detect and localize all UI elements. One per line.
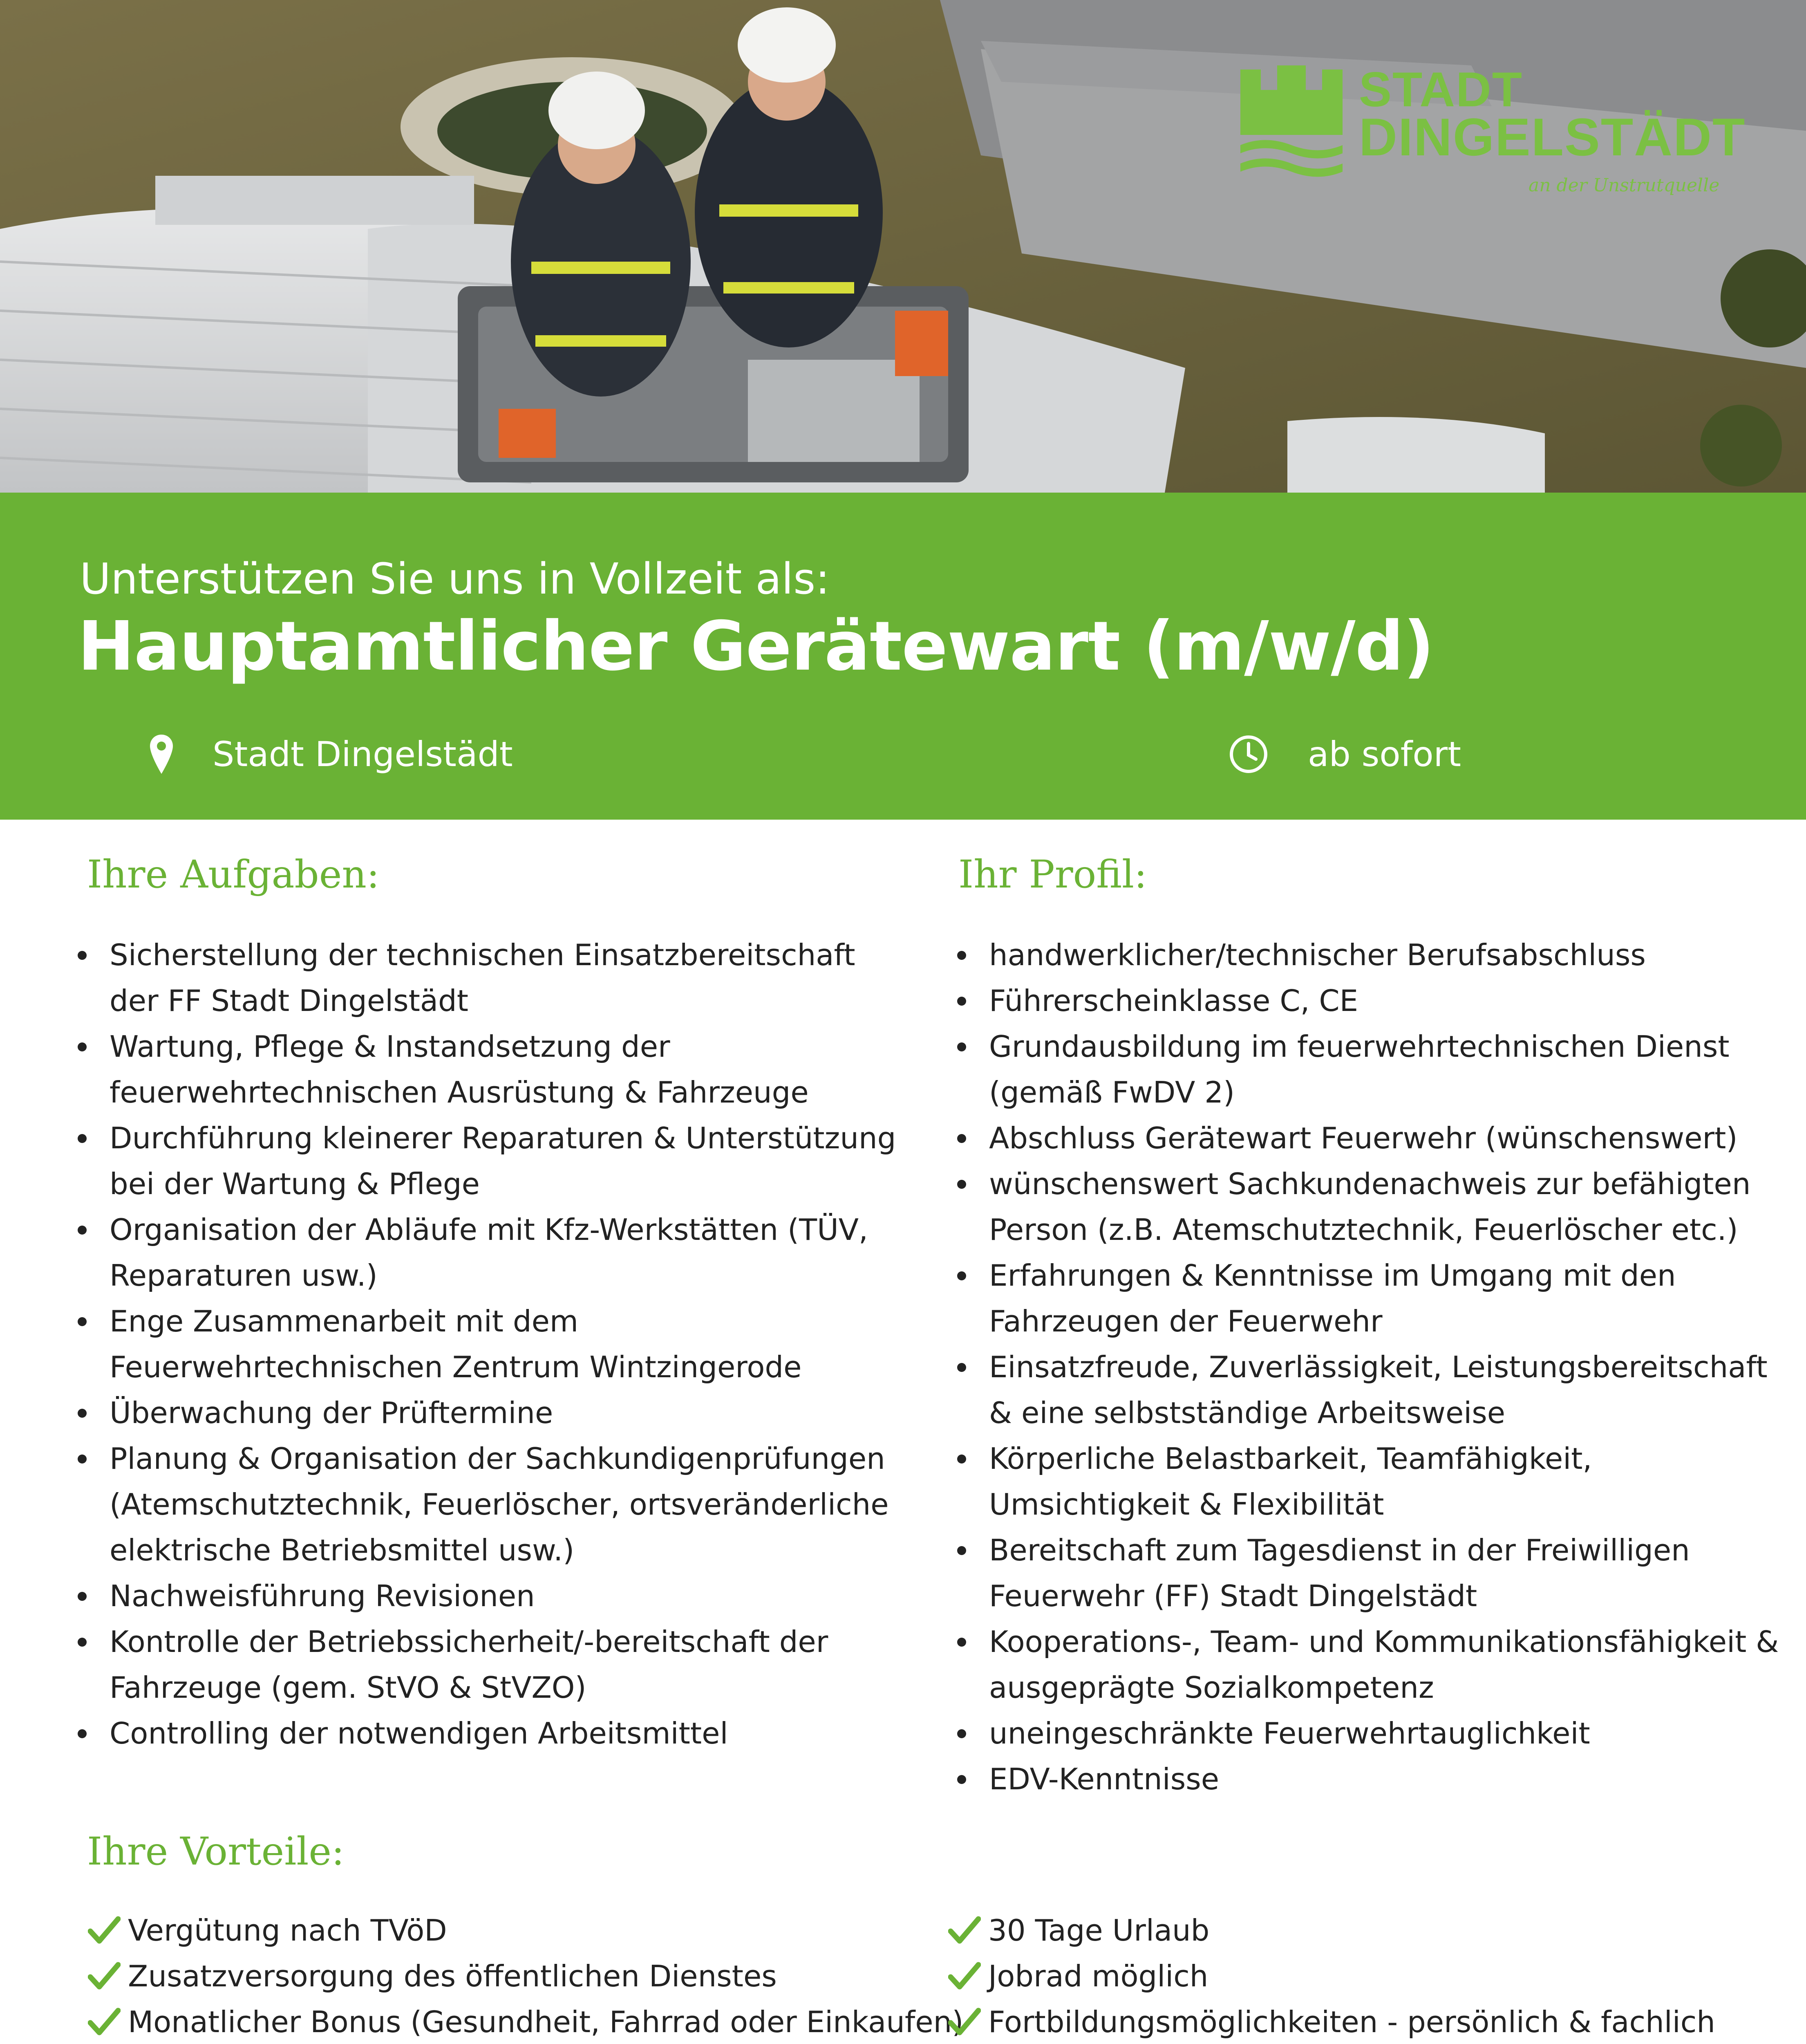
list-item: Erfahrungen & Kenntnisse im Umgang mit den Fahrzeugen der Feuerwehr xyxy=(952,1253,1790,1344)
benefit-label: Monatlicher Bonus (Gesundheit, Fahrrad oder Einkaufen) xyxy=(128,2005,964,2039)
benefit-item xyxy=(948,1999,1715,2044)
header-band xyxy=(0,493,1806,820)
logo-tagline: an der Unstrutquelle xyxy=(1528,175,1720,196)
list-item: Organisation der Abläufe mit Kfz-Werkstätten (TÜV, Reparaturen usw.) xyxy=(73,1207,911,1298)
city-logo xyxy=(1236,61,1746,208)
header-subtitle: Unterstützen Sie uns in Vollzeit als: xyxy=(80,554,830,604)
benefit-label: Zusatzversorgung des öffentlichen Dienstes xyxy=(128,1959,777,1993)
list-item: Nachweisführung Revisionen xyxy=(73,1573,911,1619)
list-item: Überwachung der Prüftermine xyxy=(73,1390,911,1436)
list-item: Kontrolle der Betriebssicherheit/-bereitschaft der Fahrzeuge (gem. StVO & StVZO) xyxy=(73,1619,911,1710)
list-item: Wartung, Pflege & Instandsetzung der feuerwehrtechnischen Ausrüstung & Fahrzeuge xyxy=(73,1024,911,1115)
list-item: handwerklicher/technischer Berufsabschluss xyxy=(952,932,1790,978)
benefit-label: Jobrad möglich xyxy=(988,1959,1208,1993)
checkmark-icon xyxy=(88,2007,121,2037)
list-item: Bereitschaft zum Tagesdienst in der Freiwilligen Feuerwehr (FF) Stadt Dingelstädt xyxy=(952,1527,1790,1619)
clock-icon xyxy=(1228,734,1269,775)
checkmark-icon xyxy=(948,2007,981,2037)
job-start xyxy=(1228,732,1461,777)
list-item: EDV-Kenntnisse xyxy=(952,1756,1790,1802)
benefits-right-column xyxy=(948,1907,1715,2044)
benefit-item xyxy=(948,1907,1715,1953)
list-item: Controlling der notwendigen Arbeitsmittel xyxy=(73,1710,911,1756)
list-item: Körperliche Belastbarkeit, Teamfähigkeit, Umsichtigkeit & Flexibilität xyxy=(952,1436,1790,1527)
job-location xyxy=(149,732,513,777)
tasks-heading: Ihre Aufgaben: xyxy=(87,852,380,897)
benefit-item xyxy=(88,1999,963,2044)
hero-photo xyxy=(0,0,1806,493)
benefit-item xyxy=(88,1907,963,1953)
profile-list xyxy=(952,932,1790,1802)
list-item: Kooperations-, Team- und Kommunikationsfähigkeit & ausgeprägte Sozialkompetenz xyxy=(952,1619,1790,1710)
checkmark-icon xyxy=(948,1961,981,1991)
list-item: Einsatzfreude, Zuverlässigkeit, Leistungsbereitschaft & eine selbstständige Arbeitsweise xyxy=(952,1344,1790,1436)
job-location-label: Stadt Dingelstädt xyxy=(213,734,513,774)
list-item: uneingeschränkte Feuerwehrtauglichkeit xyxy=(952,1710,1790,1756)
checkmark-icon xyxy=(948,1916,981,1945)
profile-heading: Ihr Profil: xyxy=(958,852,1147,897)
list-item: Grundausbildung im feuerwehrtechnischen Dienst (gemäß FwDV 2) xyxy=(952,1024,1790,1115)
benefit-item xyxy=(948,1953,1715,1999)
list-item: wünschenswert Sachkundenachweis zur befähigten Person (z.B. Atemschutztechnik, Feuerlöscher etc.) xyxy=(952,1161,1790,1253)
logo-line-1: STADT xyxy=(1359,62,1523,117)
list-item: Enge Zusammenarbeit mit dem Feuerwehrtechnischen Zentrum Wintzingerode xyxy=(73,1298,911,1390)
castle-crown-icon xyxy=(1236,61,1347,184)
list-item: Sicherstellung der technischen Einsatzbereitschaft der FF Stadt Dingelstädt xyxy=(73,932,911,1024)
benefit-label: Fortbildungsmöglichkeiten - persönlich & fachlich xyxy=(988,2005,1715,2039)
list-item: Planung & Organisation der Sachkundigenprüfungen (Atemschutztechnik, Feuerlöscher, ortsveränderliche elektrische Betriebsmittel usw.) xyxy=(73,1436,911,1573)
logo-line-2: DINGELSTÄDT xyxy=(1359,107,1746,167)
list-item: Durchführung kleinerer Reparaturen & Unterstützung bei der Wartung & Pflege xyxy=(73,1115,911,1207)
job-title: Hauptamtlicher Gerätewart (m/w/d) xyxy=(78,607,1434,686)
map-pin-icon xyxy=(149,734,174,775)
list-item: Abschluss Gerätewart Feuerwehr (wünschenswert) xyxy=(952,1115,1790,1161)
list-item: Führerscheinklasse C, CE xyxy=(952,978,1790,1024)
benefit-item xyxy=(88,1953,963,1999)
benefit-label: Vergütung nach TVöD xyxy=(128,1913,447,1948)
benefit-label: 30 Tage Urlaub xyxy=(988,1913,1210,1948)
checkmark-icon xyxy=(88,1961,121,1991)
job-start-label: ab sofort xyxy=(1308,734,1461,774)
checkmark-icon xyxy=(88,1916,121,1945)
benefits-left-column xyxy=(88,1907,963,2044)
benefits-heading: Ihre Vorteile: xyxy=(87,1829,345,1874)
tasks-list xyxy=(73,932,911,1756)
